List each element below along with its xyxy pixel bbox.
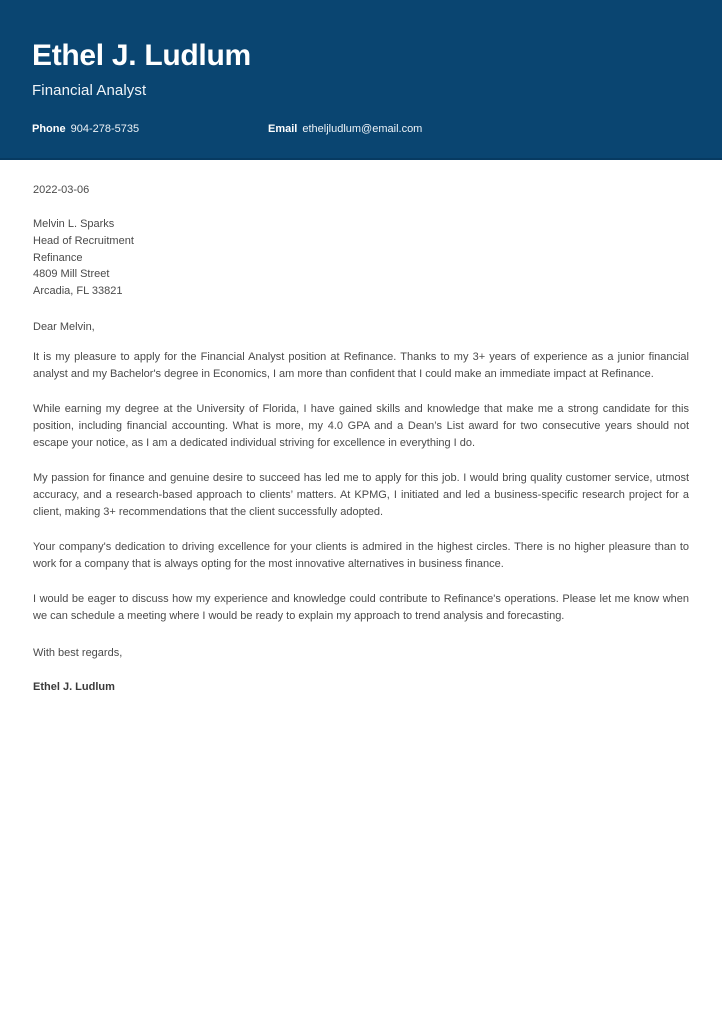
contact-phone xyxy=(32,121,139,137)
letter-header-banner xyxy=(0,0,722,160)
recipient-address-block xyxy=(33,198,689,300)
contact-phone-value: 904-278-5735 xyxy=(70,123,140,135)
letter-paragraphs xyxy=(33,335,689,625)
letter-paragraph: It is my pleasure to apply for the Financial Analyst position at Refinance. Thanks to my 3+ years of experience as a junior financial analyst and my Bachelor's degree in Economics, I am more than confident that I could make an immediate impact at Refinance. xyxy=(33,350,689,380)
contact-row xyxy=(32,121,672,139)
contact-email-label: Email xyxy=(268,123,298,135)
recipient-street: 4809 Mill Street xyxy=(33,268,110,281)
letter-signature: Ethel J. Ludlum xyxy=(33,680,115,693)
applicant-name: Ethel J. Ludlum xyxy=(32,39,251,72)
contact-phone-label: Phone xyxy=(32,123,66,135)
contact-email-value: etheljludlum@email.com xyxy=(302,123,423,135)
letter-date: 2022-03-06 xyxy=(33,184,90,196)
letter-paragraph: While earning my degree at the University of Florida, I have gained skills and knowledge that make me a strong candidate for this position, including financial accounting. What is more, my 4.0 GPA and a Dean’s List award for two consecutive years should not escape your notice, as I am a dedicated individual striving for excellence in everything I do. xyxy=(33,402,689,449)
recipient-company: Refinance xyxy=(33,251,83,264)
applicant-job-title: Financial Analyst xyxy=(32,82,147,99)
letter-paragraph: My passion for finance and genuine desire to succeed has led me to apply for this job. I would bring quality customer service, utmost accuracy, and a research-based approach to clients’ matters. At KPMG, I initiated and led a business-specific research project for a client, making 3+ recommendations that the client successfully adopted. xyxy=(33,471,689,518)
recipient-name: Melvin L. Sparks xyxy=(33,218,115,230)
letter-paragraph: Your company's dedication to driving excellence for your clients is admired in the highest circles. There is no higher pleasure than to work for a company that is always opting for the most innovative alternatives in business finance. xyxy=(33,540,689,570)
letter-closing: With best regards, xyxy=(33,646,123,659)
recipient-city: Arcadia, FL 33821 xyxy=(33,285,123,298)
contact-email xyxy=(268,121,422,137)
letter-paragraph: I would be eager to discuss how my experience and knowledge could contribute to Refinance's operations. Please let me know when we can schedule a meeting where I would be ready to explain my approach to trend analysis and forecasting. xyxy=(33,592,689,622)
letter-body-area xyxy=(0,160,722,695)
letter-salutation: Dear Melvin, xyxy=(33,320,95,333)
recipient-role: Head of Recruitment xyxy=(33,234,134,247)
